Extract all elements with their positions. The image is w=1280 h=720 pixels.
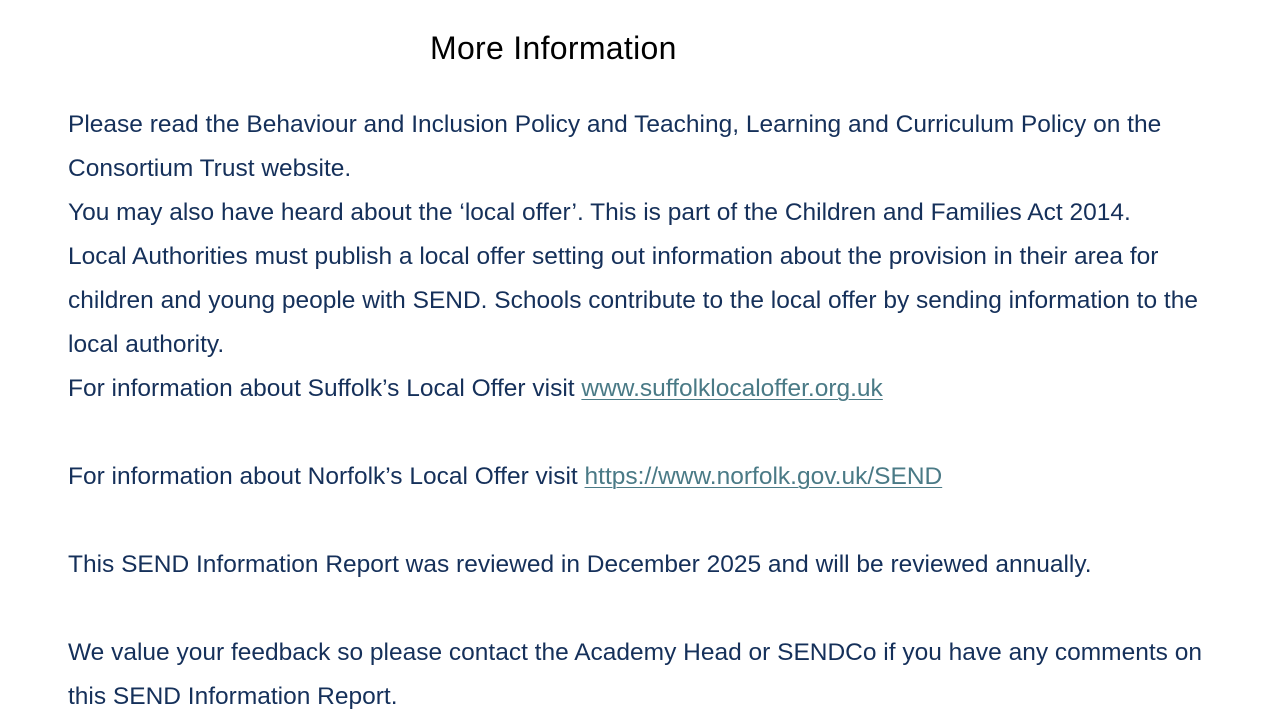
norfolk-local-offer-link[interactable]: https://www.norfolk.gov.uk/SEND	[584, 463, 943, 490]
document-body	[68, 103, 1228, 719]
suffolk-local-offer-link[interactable]: www.suffolklocaloffer.org.uk	[581, 375, 883, 402]
suffolk-offer-line	[68, 367, 1228, 411]
review-paragraph: This SEND Information Report was reviewed in December 2025 and will be reviewed annually.	[68, 551, 1092, 578]
norfolk-offer-text: For information about Norfolk’s Local Offer visit	[68, 463, 585, 490]
suffolk-offer-text: For information about Suffolk’s Local Offer visit	[68, 375, 582, 402]
spacer	[68, 499, 1228, 543]
local-offer-intro-paragraph: You may also have heard about the ‘local offer’. This is part of the Children and Families Act 2014.	[68, 199, 1131, 226]
norfolk-offer-line	[68, 455, 1228, 499]
spacer	[68, 411, 1228, 455]
policy-paragraph: Please read the Behaviour and Inclusion Policy and Teaching, Learning and Curriculum Policy on the Consortium Trust website.	[68, 111, 1162, 182]
page-title: More Information	[430, 30, 677, 66]
feedback-paragraph: We value your feedback so please contact the Academy Head or SENDCo if you have any comments on this SEND Information Report.	[68, 639, 1202, 710]
local-authorities-paragraph: Local Authorities must publish a local offer setting out information about the provision in their area for children and young people with SEND. Schools contribute to the local offer by sending information to the local authority.	[68, 243, 1198, 358]
spacer	[68, 587, 1228, 631]
